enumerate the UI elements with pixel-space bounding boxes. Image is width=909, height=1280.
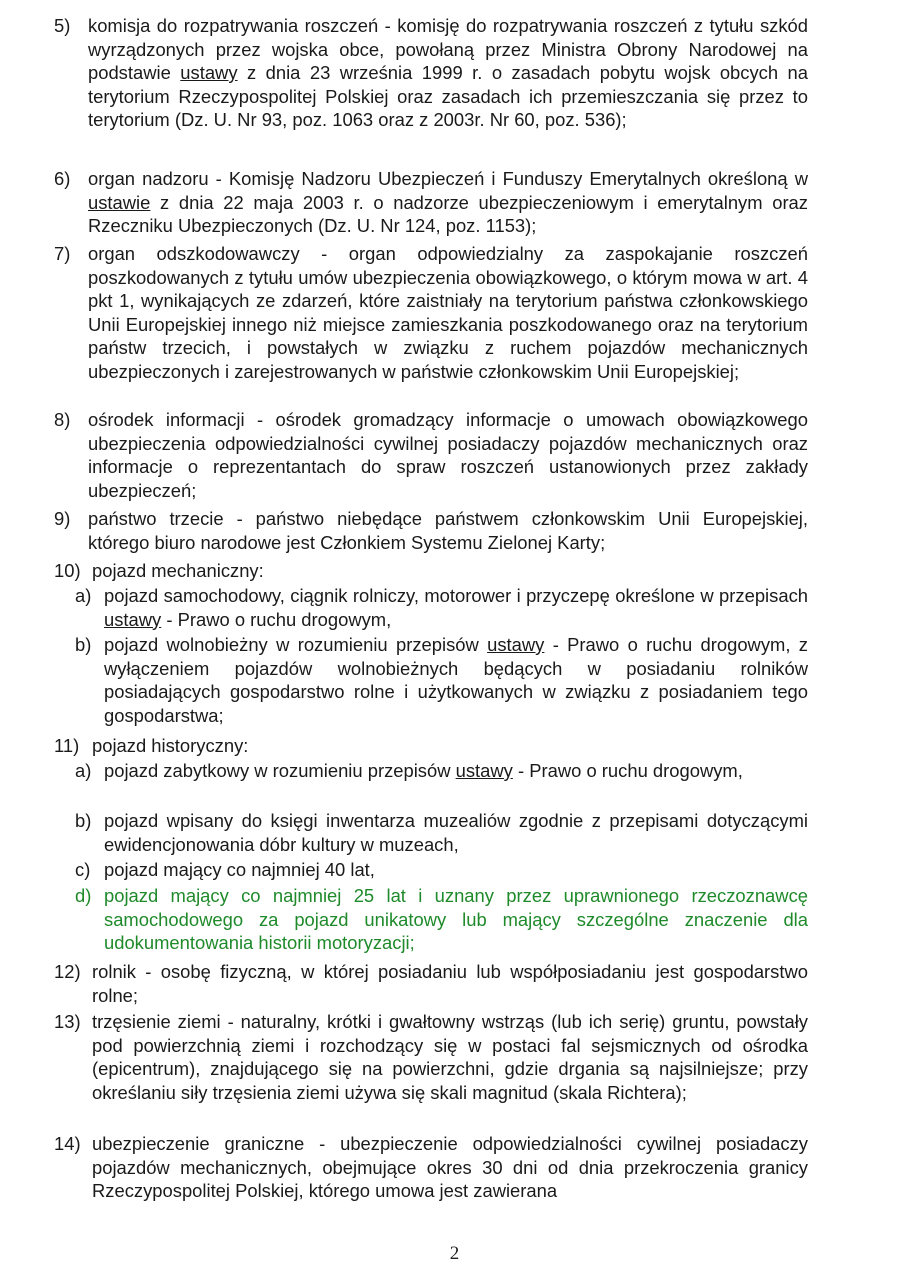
item-text: organ odszkodowawczy - organ odpowiedzialny za zaspokajanie roszczeń poszkodowanych z tytułu umów ubezpieczenia obowiązkowego, o którym mowa w art. 4 pkt 1, wynikających ze zdarzeń, które zaistniały na terytorium państwa członkowskiego Unii Europejskiej innego niż miejsce zamieszkania poszkodowanego oraz na terytorium państw trzecich, i powstałych w związku z ruchem pojazdów mechanicznych ubezpieczonych i zarejestrowanych w państwie członkowskim Unii Europejskiej; — [88, 243, 808, 382]
item-text: pojazd mający co najmniej 40 lat, — [104, 859, 375, 880]
item-marker: 13) — [54, 1011, 81, 1032]
definition-item-13 — [54, 1010, 808, 1104]
law-reference-link: ustawy — [180, 62, 238, 83]
item-marker: b) — [75, 810, 92, 831]
law-reference-link: ustawy — [104, 608, 162, 630]
definition-item-11d — [75, 884, 808, 955]
definition-item-12 — [54, 960, 808, 1007]
definition-item-6 — [54, 167, 808, 238]
definition-item-7 — [54, 242, 808, 383]
definition-item-10 — [54, 559, 808, 583]
law-reference-link: ustawie — [88, 191, 151, 213]
law-reference-link: ustawy — [487, 634, 545, 655]
item-marker: d) — [75, 885, 92, 906]
item-text: pojazd zabytkowy w rozumieniu przepisów ustawy - Prawo o ruchu drogowym, — [104, 760, 743, 781]
item-text: ubezpieczenie graniczne - ubezpieczenie odpowiedzialności cywilnej posiadaczy pojazdów mechanicznych, obejmujące okres 30 dni od dnia przekroczenia granicy Rzeczypospolitej Polskiej, którego umowa jest zawierana — [92, 1133, 808, 1201]
item-text: pojazd mechaniczny: — [92, 560, 264, 581]
definition-item-9 — [54, 507, 808, 554]
item-marker: 8) — [54, 409, 71, 430]
item-marker: 6) — [54, 168, 71, 189]
item-marker: 9) — [54, 508, 71, 529]
page-number: 2 — [449, 1243, 460, 1264]
definition-item-10b — [75, 633, 808, 727]
definition-item-8 — [54, 408, 808, 502]
item-text: pojazd wolnobieżny w rozumieniu przepisów ustawy - Prawo o ruchu drogowym, z wyłączeniem pojazdów wolnobieżnych będących w posiadaniu rolników posiadających gospodarstwo rolne i użytkowanych w związku z posiadaniem tego gospodarstwa; — [104, 634, 808, 726]
item-marker: c) — [75, 859, 91, 880]
item-text: pojazd mający co najmniej 25 lat i uznany przez uprawnionego rzeczoznawcę samochodowego za pojazd unikatowy lub mający szczególne znaczenie dla udokumentowania historii motoryzacji; — [104, 885, 808, 953]
item-text: ośrodek informacji - ośrodek gromadzący informacje o umowach obowiązkowego ubezpieczenia odpowiedzialności cywilnej posiadaczy pojazdów mechanicznych oraz informacje o reprezentantach do spraw roszczeń ustanowionych przez zakłady ubezpieczeń; — [88, 409, 808, 501]
law-reference-link: ustawy — [455, 760, 513, 781]
item-text: rolnik - osobę fizyczną, w której posiadaniu lub współposiadaniu jest gospodarstwo rolne; — [92, 961, 808, 1006]
definition-item-10a — [75, 584, 808, 631]
item-text: państwo trzecie - państwo niebędące państwem członkowskim Unii Europejskiej, którego biuro narodowe jest Członkiem Systemu Zielonej Karty; — [88, 508, 808, 553]
item-marker: b) — [75, 634, 92, 655]
definition-item-14 — [54, 1132, 808, 1203]
item-text: komisja do rozpatrywania roszczeń - komisję do rozpatrywania roszczeń z tytułu szkód wyrządzonych przez wojska obce, powołaną przez Ministra Obrony Narodowej na podstawie ustawy z dnia 23 września 1999 r. o zasadach pobytu wojsk obcych na terytorium Rzeczypospolitej Polskiej oraz zasadach ich przemieszczania się przez to terytorium (Dz. U. Nr 93, poz. 1063 oraz z 2003r. Nr 60, poz. 536); — [88, 15, 808, 130]
item-text: pojazd wpisany do księgi inwentarza muzealiów zgodnie z przepisami dotyczącymi ewidencjonowania dóbr kultury w muzeach, — [104, 810, 808, 855]
definition-item-5 — [54, 14, 808, 132]
item-text: pojazd historyczny: — [92, 735, 249, 756]
item-marker: a) — [75, 585, 92, 606]
item-marker: 7) — [54, 243, 71, 264]
definition-item-11 — [54, 734, 808, 758]
item-text: trzęsienie ziemi - naturalny, krótki i gwałtowny wstrząs (lub ich serię) gruntu, powstały pod powierzchnią ziemi i rozchodzący się w postaci fal sejsmicznych od ośrodka (epicentrum), znajdującego się na powierzchni, gdzie drgania są najsilniejsze; przy określaniu siły trzęsienia ziemi używa się skali magnitud (skala Richtera); — [92, 1011, 808, 1103]
item-marker: 11) — [54, 735, 80, 756]
item-marker: 14) — [54, 1133, 81, 1154]
item-text: organ nadzoru - Komisję Nadzoru Ubezpieczeń i Funduszy Emerytalnych określoną w ustawie z dnia 22 maja 2003 r. o nadzorze ubezpieczeniowym i emerytalnym oraz Rzeczniku Ubezpieczonych (Dz. U. Nr 124, poz. 1153); — [88, 168, 808, 236]
item-marker: a) — [75, 760, 92, 781]
item-text: pojazd samochodowy, ciągnik rolniczy, motorower i przyczepę określone w przepisach ustawy - Prawo o ruchu drogowym, — [104, 585, 808, 630]
definition-item-11a — [75, 759, 808, 783]
item-marker: 10) — [54, 560, 81, 581]
item-marker: 5) — [54, 15, 71, 36]
definition-item-11c — [75, 858, 808, 882]
item-marker: 12) — [54, 961, 81, 982]
definition-item-11b — [75, 809, 808, 856]
